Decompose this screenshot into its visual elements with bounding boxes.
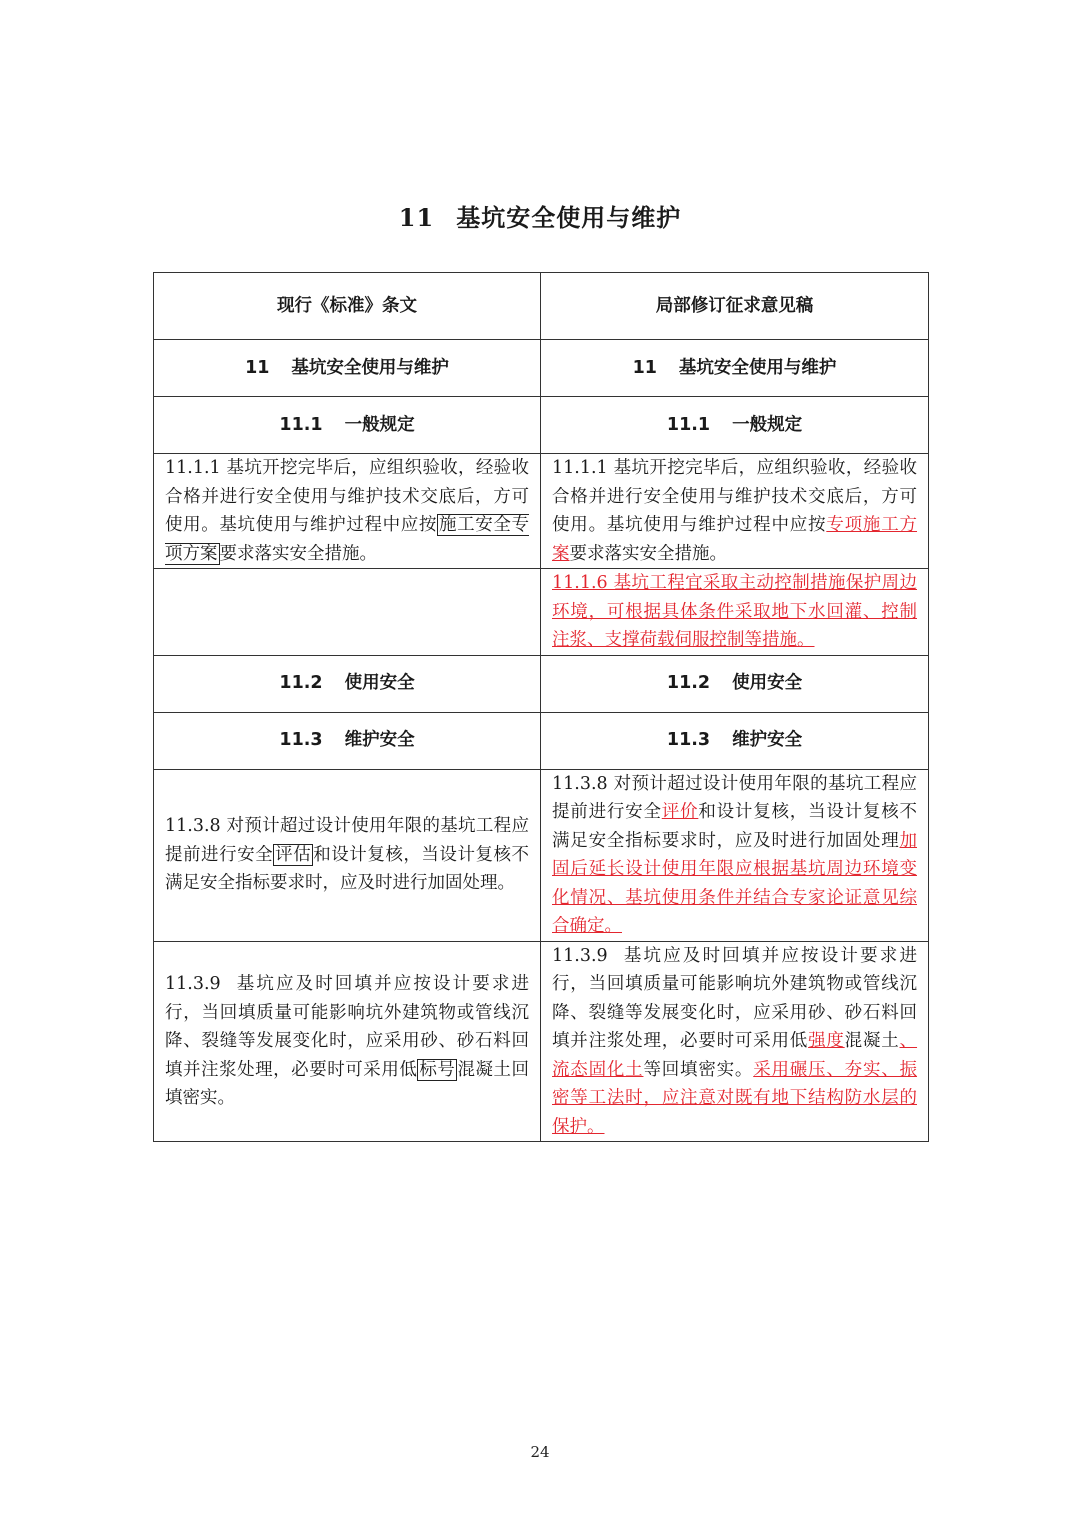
revised-term: 加固后延长设计使用年限应根据基坑周边环境变化情况、基坑使用条件并结合专家论证意见综合确定。 <box>552 830 917 936</box>
section-row-11-3 <box>154 712 929 769</box>
header-revision-draft: 局部修订征求意见稿 <box>541 273 929 340</box>
chapter-text: 基坑安全使用与维护 <box>291 357 449 378</box>
section-cell-left <box>154 712 541 769</box>
clause-text: 要求落实安全措施。 <box>569 543 727 564</box>
clause-row-11-1-1 <box>154 454 929 569</box>
section-num: 11.2 <box>666 673 711 694</box>
clause-11-1-1-draft <box>541 454 929 569</box>
section-text: 一般规定 <box>344 414 415 435</box>
boxed-term: 施工安全专项方案 <box>165 515 530 564</box>
revised-term: 评价 <box>661 802 699 822</box>
section-cell-right <box>541 397 929 454</box>
page-title <box>0 198 1080 233</box>
clause-number: 11.3.9 <box>552 945 608 966</box>
header-current-standard: 现行《标准》条文 <box>154 273 541 340</box>
clause-11-3-8-current <box>154 769 541 941</box>
page-number: 24 <box>530 1443 550 1461</box>
section-num: 11.1 <box>279 414 323 435</box>
clause-11-1-1-current <box>154 454 541 569</box>
boxed-term: 标号 <box>419 1059 456 1080</box>
clause-11-3-9-draft <box>541 941 929 1142</box>
section-row-11-2 <box>154 655 929 712</box>
clause-text: 混凝土回填密实。 <box>165 1059 530 1108</box>
empty-cell <box>154 569 541 656</box>
clause-text: 11.3.8 对预计超过设计使用年限的基坑工程应提前进行安全 <box>552 773 917 822</box>
clause-text: 和设计复核，当设计复核不满足安全指标要求时，应及时进行加固处理 <box>552 802 918 851</box>
chapter-row <box>154 340 929 397</box>
chapter-num: 11 <box>245 357 270 378</box>
boxed-term: 评估 <box>275 844 312 865</box>
clause-text: 基坑应及时回填并应按设计要求进行，当回填质量可能影响坑外建筑物或管线沉降、裂缝等发展变化时，应采用砂、砂石料回填并注浆处理，必要时可采用低 <box>165 974 529 1080</box>
clause-row-11-1-6 <box>154 569 929 656</box>
clause-text: 和设计复核，当设计复核不满足安全指标要求时，应及时进行加固处理。 <box>165 844 530 894</box>
clause-text: 11.1.1 基坑开挖完毕后，应组织验收，经验收合格并进行安全使用与维护技术交底后，方可使用。基坑使用与维护过程中应按 <box>165 458 529 535</box>
revised-term: 采用碾压、夯实、振密等工法时，应注意对既有地下结构防水层的保护。 <box>552 1059 918 1137</box>
clause-11-1-6-draft <box>541 569 929 656</box>
section-text: 使用安全 <box>344 673 415 694</box>
clause-text: 基坑应及时回填并应按设计要求进行，当回填质量可能影响坑外建筑物或管线沉降、裂缝等发展变化时，应采用砂、砂石料回填并注浆处理，必要时可采用低 <box>552 945 917 1051</box>
chapter-cell-right <box>541 340 929 397</box>
section-row-11-1 <box>154 397 929 454</box>
clause-11-3-8-draft <box>541 769 929 941</box>
section-cell-left <box>154 397 541 454</box>
clause-number: 11.3.9 <box>165 974 221 994</box>
chapter-number: 11 <box>398 203 435 232</box>
section-text: 一般规定 <box>732 414 803 435</box>
section-text: 维护安全 <box>732 730 803 751</box>
section-cell-right <box>541 655 929 712</box>
section-text: 维护安全 <box>344 730 415 751</box>
section-num: 11.1 <box>666 414 711 435</box>
chapter-text: 基坑安全使用与维护 <box>678 357 837 378</box>
clause-text: 混凝土 <box>844 1031 900 1051</box>
comparison-table <box>153 272 929 1142</box>
clause-row-11-3-9 <box>154 941 929 1142</box>
section-num: 11.3 <box>666 730 711 751</box>
revised-clause: 11.1.6 基坑工程宜采取主动控制措施保护周边环境，可根据具体条件采取地下水回灌、控制注浆、支撑荷载伺服控制等措施。 <box>552 573 917 650</box>
clause-text: 等回填密实。 <box>643 1059 754 1080</box>
section-cell-left <box>154 655 541 712</box>
header-row <box>154 273 929 340</box>
clause-row-11-3-8 <box>154 769 929 941</box>
revised-term: 专项施工方案 <box>552 515 918 564</box>
clause-text: 要求落实安全措施。 <box>219 543 377 564</box>
revised-term: 、流态固化土 <box>552 1031 918 1080</box>
section-num: 11.3 <box>279 730 323 751</box>
section-text: 使用安全 <box>732 673 803 694</box>
chapter-title: 基坑安全使用与维护 <box>456 203 682 232</box>
chapter-num: 11 <box>632 357 657 378</box>
section-num: 11.2 <box>279 673 323 694</box>
clause-text: 11.3.8 对预计超过设计使用年限的基坑工程应提前进行安全 <box>165 816 529 865</box>
clause-11-3-9-current <box>154 941 541 1142</box>
section-cell-right <box>541 712 929 769</box>
chapter-cell-left <box>154 340 541 397</box>
clause-text: 11.1.1 基坑开挖完毕后，应组织验收，经验收合格并进行安全使用与维护技术交底后，方可使用。基坑使用与维护过程中应按 <box>552 458 917 535</box>
revised-term: 强度 <box>808 1031 845 1051</box>
